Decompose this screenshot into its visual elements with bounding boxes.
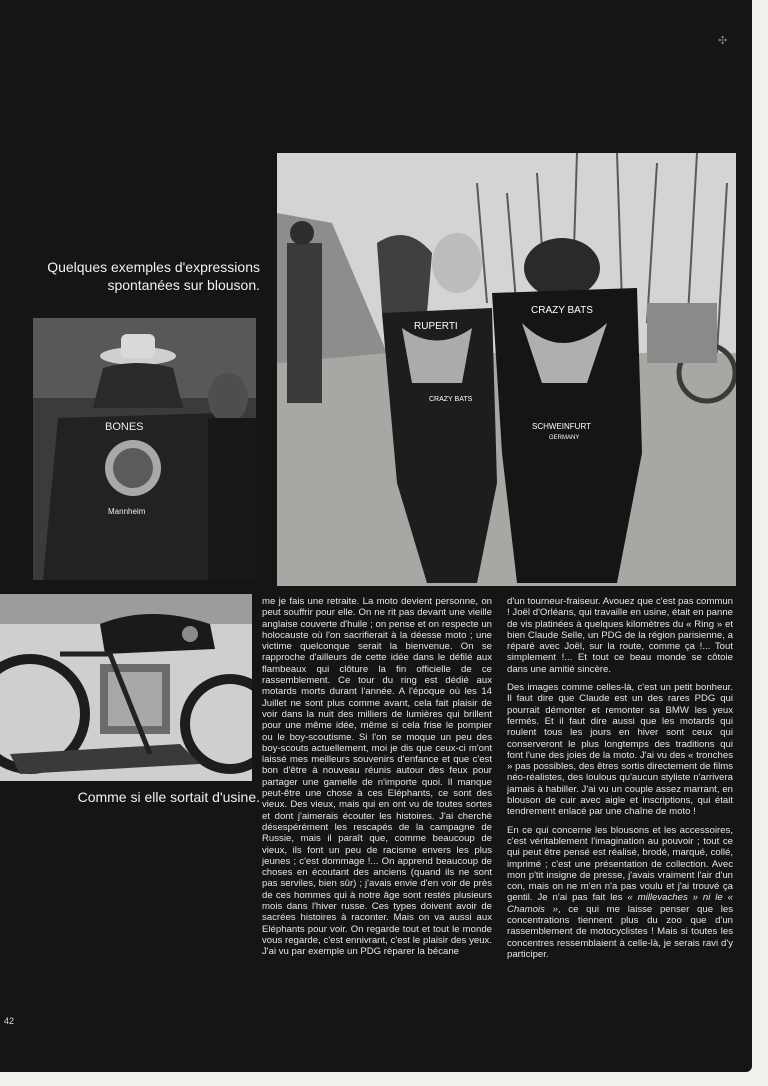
patch-schweinfurt: SCHWEINFURT	[532, 422, 591, 431]
photo-bikers-jackets	[277, 153, 736, 586]
column-2-paragraph-3	[507, 825, 733, 961]
text-column-1	[262, 596, 492, 965]
caption-like-new: Comme si elle sortait d'usine.	[77, 789, 260, 805]
column-2-paragraph-3-italic: « millevaches » ni le « Chamois »	[507, 892, 733, 915]
patch-ruperti: RUPERTI	[414, 321, 458, 332]
patch-crazy-bats: CRAZY BATS	[531, 305, 593, 316]
photo-vintage-motorcycle	[0, 594, 252, 781]
patch-crazy-bats-small: CRAZY BATS	[429, 396, 473, 403]
photo-bones-jacket	[33, 318, 256, 580]
column-2-paragraph-2: Des images comme celles-là, c'est un petit bonheur. Il faut dire que Claude est un des rares PDG qui pourrait démonter et remonter sa BMW les yeux fermés. Et il faut dire aussi que les motards qui roulent tous les jours en hiver sont ceux qui conserveront le plus longtemps des traditions qui font l'une des joies de la moto. J'ai vu des « tronches » pas possibles, des êtres sortis directement de films néo-réalistes, des loulous qu'aucun styliste n'arrivera jamais à habiller. J'ai vu un couple assez marrant, en blouson de cuir avec aigle et inscriptions, qui était tendrement enlacé par une chaîne de moto !	[507, 682, 733, 818]
column-2-paragraph-3-end: , ce qui me laisse penser que les concentrations tiennent plus du zoo que d'un rassemblement de motocyclistes ! Mais si toutes les concentres ressemblaient à celle-là, je serais ravi d'y participer.	[507, 903, 734, 960]
column-2-paragraph-1: d'un tourneur-fraiseur. Avouez que c'est pas commun ! Joël d'Orléans, qui travaille en usine, était en panne de vis platinées à quelques kilomètres du « Ring » et bien Claude Selle, un PDG de la région parisienne, a réparé avec Joël, sur la route, comme ça !... Tout simplement !... Et tout ce beau monde se côtoie dans une amitié sincère.	[507, 596, 733, 675]
bones-photo-drawing	[33, 318, 256, 580]
corner-mark-icon: ✣	[718, 35, 728, 47]
patch-bones: BONES	[105, 421, 144, 433]
column-1-paragraph: me je fais une retraite. La moto devient personne, on peut souffrir pour elle. On ne rit pas devant une vieille anglaise couverte d'huile ; on pense et on respecte un holocauste où l'on sacrifierait à la déesse moto ; une victime quelconque serait la bienvenue. On se rapproche d'ailleurs de cette idée dans le défilé aux flambeaux qui clôture la fin officielle de ce rassemblement. Ce tour du ring est dédié aux motards morts durant l'année. A l'époque où les 14 Juillet ne sont plus comme avant, cela fait plaisir de voir dans la nuit des milliers de lumières qui brillent pour une même idée, même si cela frise le pompier ou le boy-scoutisme. Si l'on se moque un peu des boy-scouts actuellement, moi je dis que ceux-ci m'ont laissé mes meilleurs souvenirs d'enfance et que c'est bon d'être à nouveau réunis autour des feux pour partager une gamelle de n'importe quoi. Il manque peut-être une chose à ces Eléphants, ce sont des vieux. Des vieux, mais qui en ont vu de toutes sortes et dont j'aimerais écouter les histoires. J'ai cherché désespérément les rescapés de la campagne de Russie, mais il paraît que, comme beaucoup de vieux, ils font un peu de racisme envers les plus jeunes ; c'est dommage !... On apprend beaucoup de choses en écoutant des anciens (quand ils ne sont pas serviles, bien sûr) ; j'avais envie d'en voir de près de ces hommes qui à notre âge sont restés plusieurs mois dans l'hiver russe. Ces types doivent avoir de sacrées histoires à raconter. Mais on va aussi aux Eléphants pour voir. On regarde tout et tout le monde vous regarde, c'est ennivrant, c'est le plaisir des yeux. J'ai vu par exemple un PDG réparer la bécane	[262, 596, 492, 958]
text-column-2	[507, 596, 733, 967]
bikers-photo-drawing	[277, 153, 736, 586]
column-2-paragraph-3-start: En ce qui concerne les blousons et les accessoires, c'est véritablement l'imagination au pouvoir ; tout ce qui peut être pensé est réalisé, brodé, marqué, collé, imprimé ; c'est une présentation de collection. Avec mon p'tit insigne de presse, j'avais vraiment l'air d'un con, mais on ne m'en n'a pas voulu et j'ai trouvé ça gentil. Je n'ai pas fait les	[507, 824, 733, 904]
patch-germany: GERMANY	[549, 435, 580, 441]
patch-mannheim: Mannheim	[108, 507, 146, 516]
page-number: 42	[4, 1016, 15, 1026]
motorcycle-photo-drawing	[0, 594, 252, 781]
caption-jacket-examples: Quelques exemples d'expressions spontanées sur blouson.	[47, 259, 260, 293]
